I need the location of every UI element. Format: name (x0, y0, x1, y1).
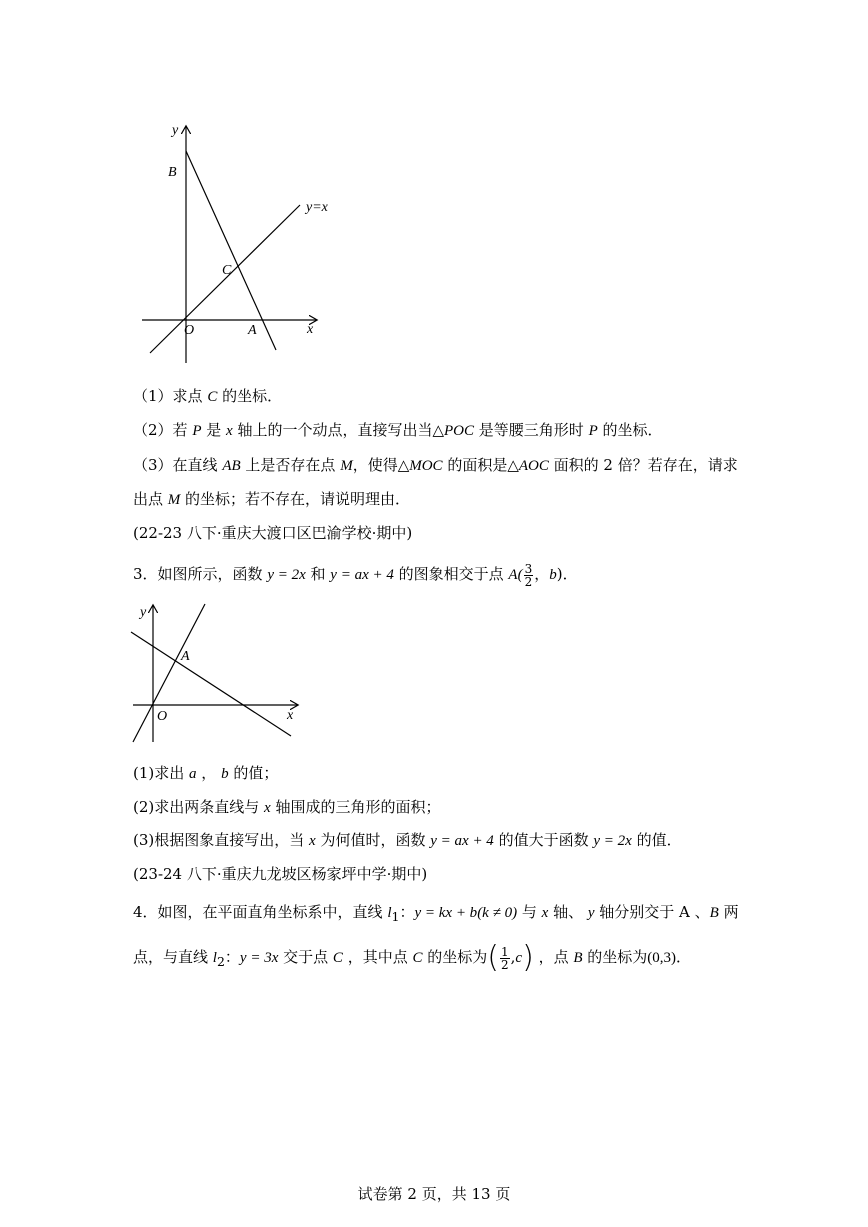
t: 的坐标． (597, 421, 663, 439)
label-x: x (287, 708, 294, 723)
frac-num: 1 (500, 944, 509, 959)
q2-part3 (133, 455, 738, 476)
t: B (573, 950, 583, 966)
q2-part1-prefix: （1）求点 (133, 387, 208, 405)
t: ，点 (533, 948, 574, 966)
t: 4．如图，在平面直角坐标系中，直线 (133, 903, 388, 921)
q3-eq1: y = 2x (267, 567, 306, 583)
q4-fraction (500, 946, 510, 971)
t: x (541, 905, 549, 921)
t: ，其中点 (342, 948, 413, 966)
q3-part3 (133, 830, 682, 851)
q2-part1-var: C (207, 389, 218, 405)
t: 两 (718, 903, 739, 921)
q2-part3-line2 (133, 489, 410, 510)
q4-line2 (133, 940, 691, 979)
t: 与 (517, 903, 542, 921)
t: 轴围成的三角形的面积； (270, 798, 441, 816)
t: P (192, 423, 202, 439)
source-q3: (22-23 八下·重庆大渡口区巴渝学校·期中) (133, 524, 413, 542)
line-y-equals-x (150, 205, 300, 353)
t: ： (399, 903, 415, 921)
t: 为何值时，函数 (315, 831, 431, 849)
source-q4: (23-24 八下·重庆九龙坡区杨家坪中学·期中) (133, 865, 428, 883)
t: c (515, 950, 523, 966)
t: 的坐标为 (582, 948, 648, 966)
label-a: A (181, 649, 190, 664)
t: 的坐标为 (422, 948, 488, 966)
t: ，使得△ (352, 456, 410, 474)
t: (k ≠ 0) (477, 905, 518, 921)
label-x: x (307, 322, 314, 337)
t: (1)求出 (133, 764, 190, 782)
t: (3)根据图象直接写出，当 (133, 831, 310, 849)
t: 和 (305, 565, 331, 583)
t: 的值． (631, 831, 682, 849)
t: 的面积是△ (442, 456, 519, 474)
t: 上是否存在点 (240, 456, 341, 474)
t: POC (444, 423, 475, 439)
t: l (387, 905, 392, 921)
t: 轴、 (548, 903, 588, 921)
t: l (212, 950, 217, 966)
t: ． (676, 948, 692, 966)
q4-line1 (133, 902, 739, 927)
t: 面积的 2 倍？若存在，请求 (548, 456, 738, 474)
t: ： (224, 948, 240, 966)
label-a: A (248, 323, 257, 338)
label-c: C (222, 263, 232, 278)
t: M (340, 458, 353, 474)
t: AB (222, 458, 241, 474)
label-y: y (172, 123, 179, 138)
paren-open: ( (487, 940, 499, 975)
frac-den: 2 (500, 957, 509, 972)
t: 的值大于函数 (493, 831, 594, 849)
t: 的坐标；若不存在，请说明理由． (180, 490, 411, 508)
line-y-ax-4 (131, 632, 291, 736)
t: （2）若 (133, 421, 193, 439)
t: y = ax + 4 (430, 833, 494, 849)
t: 轴分别交于 A 、 (594, 903, 710, 921)
q3-part1 (133, 763, 278, 784)
t: B (709, 905, 719, 921)
t: y = kx + b (414, 905, 478, 921)
label-y: y (140, 605, 147, 620)
t: （3）在直线 (133, 456, 223, 474)
comma: , (510, 948, 516, 966)
t: y (587, 905, 595, 921)
t: 点，与直线 (133, 948, 213, 966)
label-b: B (168, 165, 177, 180)
figure-2 (125, 598, 315, 748)
q2-part2 (133, 420, 663, 441)
label-o: O (157, 709, 168, 724)
t: b (221, 766, 229, 782)
t: 是 (201, 421, 227, 439)
t: 的图象相交于点 (393, 565, 509, 583)
t: (0,3) (647, 950, 677, 966)
q3-intro (133, 561, 578, 588)
q3-eq2: y = ax + 4 (330, 567, 394, 583)
t: A( (508, 567, 523, 583)
label-o: O (184, 323, 195, 338)
figure-1 (130, 115, 350, 370)
t: M (167, 492, 181, 508)
t: C (332, 950, 343, 966)
t: P (588, 423, 598, 439)
t: 3．如图所示，函数 (133, 565, 268, 583)
t: 1 (391, 909, 400, 924)
t: x (309, 833, 316, 849)
t: )． (556, 565, 578, 583)
t: ， (196, 764, 222, 782)
t: C (412, 950, 423, 966)
label-line-yx: y=x (306, 200, 328, 215)
t: y = 3x (239, 950, 279, 966)
t: a (189, 766, 197, 782)
t: b (549, 567, 557, 583)
q2-part1 (133, 386, 282, 407)
frac-num: 3 (524, 561, 533, 576)
t: 轴上的一个动点，直接写出当△ (232, 421, 445, 439)
t: x (264, 800, 271, 816)
t: ， (534, 565, 550, 583)
t: 交于点 (278, 948, 333, 966)
t: x (226, 423, 233, 439)
t: 出点 (133, 490, 168, 508)
paren-close: ) (522, 940, 534, 975)
t: y = 2x (593, 833, 632, 849)
page-footer: 试卷第 2 页，共 13 页 (357, 1185, 511, 1203)
q3-fraction (524, 563, 534, 588)
t: 是等腰三角形时 (474, 421, 589, 439)
t: (2)求出两条直线与 (133, 798, 265, 816)
q2-part1-suffix: 的坐标． (217, 387, 283, 405)
t: 的值； (228, 764, 279, 782)
t: AOC (518, 458, 549, 474)
q3-part2 (133, 797, 440, 818)
t: MOC (409, 458, 443, 474)
frac-den: 2 (524, 574, 533, 589)
t: 2 (216, 954, 225, 969)
